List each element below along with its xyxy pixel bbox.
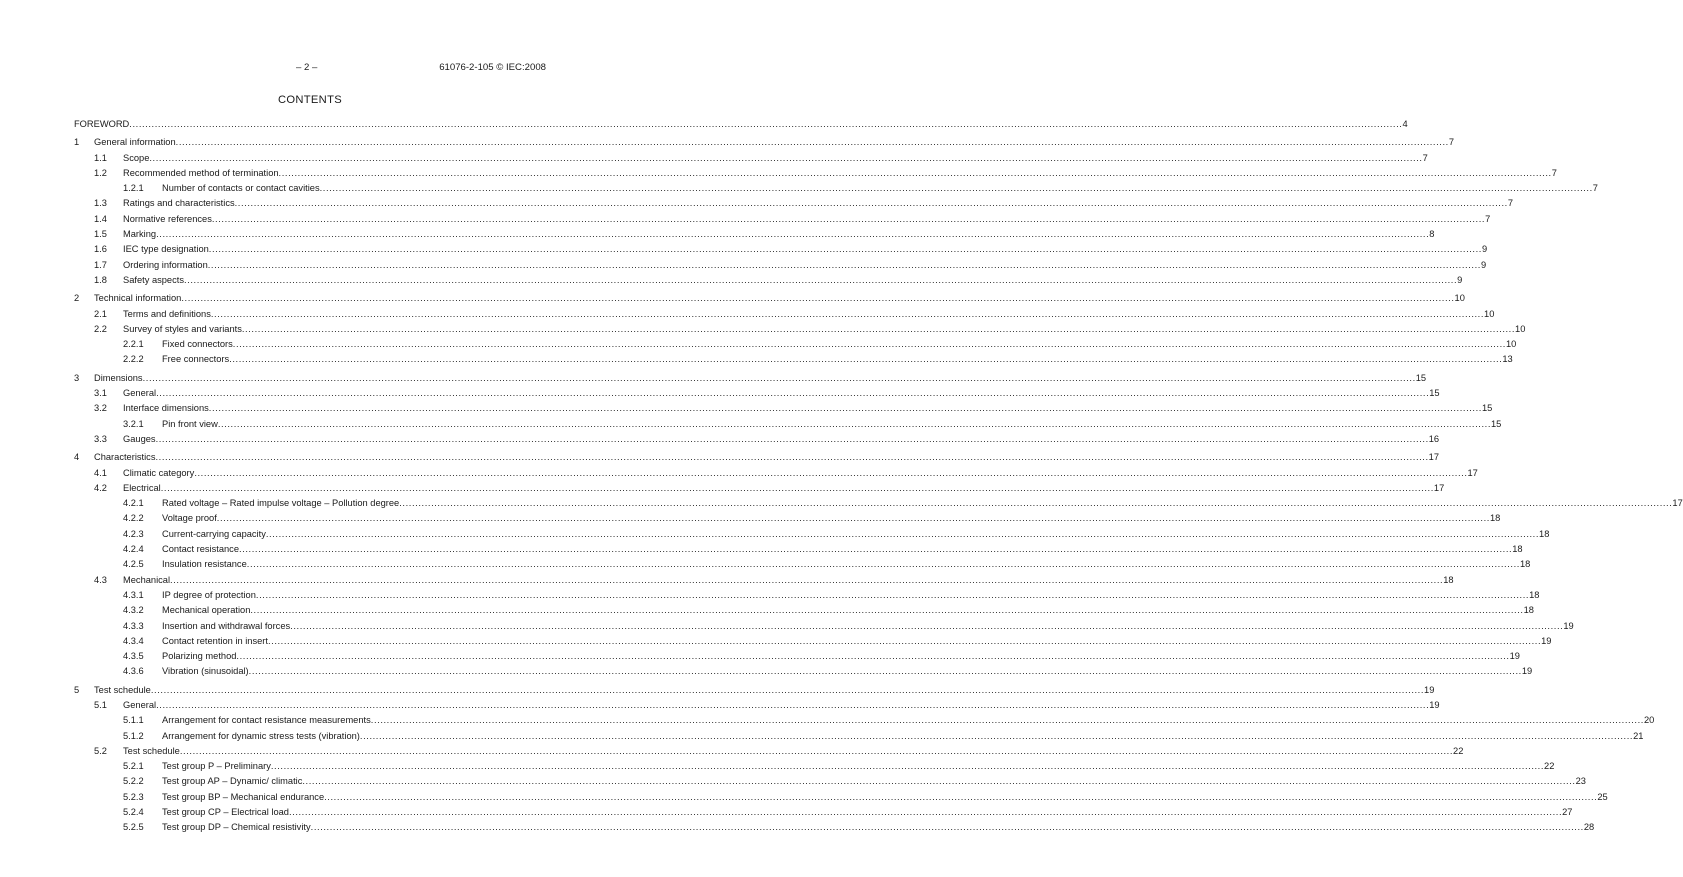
dot-leader: ................................................................................................................................................................................................................................................................................................................................................................................................................ <box>210 308 1485 319</box>
toc-entry[interactable] <box>74 744 1464 759</box>
toc-entry-number: 5.2.4 <box>123 807 144 818</box>
toc-entry-title: Number of contacts or contact cavities <box>162 183 320 194</box>
dot-leader: ................................................................................................................................................................................................................................................................................................................................................................................................................ <box>370 715 1644 726</box>
dot-leader: ................................................................................................................................................................................................................................................................................................................................................................................................................ <box>181 293 1455 304</box>
dot-leader: ................................................................................................................................................................................................................................................................................................................................................................................................................ <box>155 433 1429 444</box>
toc-entry[interactable] <box>74 417 1502 432</box>
dot-leader: ................................................................................................................................................................................................................................................................................................................................................................................................................ <box>179 745 1454 756</box>
toc-entry-number: 4.2.5 <box>123 559 144 570</box>
toc-entry-line <box>162 820 1595 834</box>
toc-entry-line <box>162 649 1520 663</box>
toc-entry-title: Test group AP – Dynamic/ climatic <box>162 776 303 787</box>
table-of-contents <box>74 117 1683 836</box>
toc-entry-page: 4 <box>1402 119 1408 129</box>
toc-entry-page: 19 <box>1429 699 1440 710</box>
dot-leader: ................................................................................................................................................................................................................................................................................................................................................................................................................ <box>239 544 1513 555</box>
toc-entry[interactable] <box>74 371 1427 386</box>
toc-entry-title: Contact retention in insert <box>162 635 268 646</box>
toc-entry-number: 5.2 <box>94 745 107 756</box>
toc-entry-line <box>123 466 1478 480</box>
dot-leader: ................................................................................................................................................................................................................................................................................................................................................................................................................ <box>211 213 1486 224</box>
toc-entry-title: Test schedule <box>94 684 151 695</box>
toc-entry-page: 15 <box>1481 403 1493 414</box>
toc-entry-page: 17 <box>1672 498 1683 509</box>
toc-entry-page: 22 <box>1544 761 1555 772</box>
toc-entry[interactable] <box>74 258 1487 273</box>
toc-entry[interactable] <box>74 352 1513 367</box>
toc-entry[interactable] <box>74 805 1573 820</box>
toc-entry-line <box>162 805 1573 819</box>
toc-entry-page: 16 <box>1428 433 1440 444</box>
toc-entry[interactable] <box>74 386 1440 401</box>
toc-entry-page: 19 <box>1563 620 1574 631</box>
toc-entry-page: 7 <box>1507 198 1513 209</box>
toc-entry-page: 15 <box>1415 372 1427 383</box>
toc-entry-title: Characteristics <box>94 452 156 463</box>
toc-entry-title: Arrangement for dynamic stress tests (vibration) <box>162 730 360 741</box>
toc-entry-title: Test group DP – Chemical resistivity <box>162 822 311 833</box>
toc-entry-line <box>162 603 1534 617</box>
toc-entry-title: Free connectors <box>162 354 230 365</box>
dot-leader: ................................................................................................................................................................................................................................................................................................................................................................................................................ <box>278 167 1552 178</box>
toc-entry-number: 1.3 <box>94 198 107 209</box>
toc-entry-page: 10 <box>1484 308 1495 319</box>
page-number: – 2 – <box>296 62 318 73</box>
toc-entry[interactable] <box>74 759 1555 774</box>
toc-entry-page: 9 <box>1457 274 1463 285</box>
dot-leader: ................................................................................................................................................................................................................................................................................................................................................................................................................ <box>265 528 1540 539</box>
dot-leader: ................................................................................................................................................................................................................................................................................................................................................................................................................ <box>160 482 1434 493</box>
toc-entry-page: 22 <box>1453 745 1464 756</box>
toc-entry-line <box>162 557 1531 571</box>
dot-leader: ................................................................................................................................................................................................................................................................................................................................................................................................................ <box>324 791 1598 802</box>
toc-entry[interactable] <box>74 683 1435 698</box>
toc-entry[interactable] <box>74 196 1513 211</box>
toc-entry-title: Contact resistance <box>162 544 239 555</box>
toc-entry-line <box>94 683 1435 697</box>
dot-leader: ................................................................................................................................................................................................................................................................................................................................................................................................................ <box>207 259 1481 270</box>
toc-entry-line <box>162 729 1644 743</box>
toc-entry[interactable] <box>74 820 1595 835</box>
toc-entry-title: Gauges <box>123 433 156 444</box>
toc-entry-line <box>123 401 1493 415</box>
toc-entry-title: Mechanical operation <box>162 605 251 616</box>
toc-entry-title: Arrangement for contact resistance measurements <box>162 715 371 726</box>
toc-entry-page: 10 <box>1454 293 1465 304</box>
toc-entry-number: 2.2.1 <box>123 339 144 350</box>
toc-entry-page: 20 <box>1643 715 1655 726</box>
toc-entry-number: 3.3 <box>94 433 107 444</box>
toc-entry-title: FOREWORD <box>74 119 130 129</box>
toc-entry-page: 8 <box>1429 229 1435 240</box>
toc-entry-line <box>123 212 1491 226</box>
toc-entry-page: 17 <box>1428 452 1440 463</box>
toc-entry[interactable] <box>74 432 1440 447</box>
toc-entry-page: 19 <box>1424 684 1435 695</box>
toc-entry-number: 3.2 <box>94 403 107 414</box>
toc-entry[interactable] <box>74 557 1531 572</box>
toc-entry-line <box>94 450 1440 464</box>
toc-entry-title: General <box>123 388 157 399</box>
toc-entry-number: 3.2.1 <box>123 418 144 429</box>
toc-entry-number: 4 <box>74 452 80 463</box>
toc-entry-number: 2.2.2 <box>123 354 144 365</box>
toc-entry-line <box>123 196 1513 210</box>
toc-entry[interactable] <box>74 511 1501 526</box>
toc-entry-page: 23 <box>1575 776 1586 787</box>
toc-entry-title: Climatic category <box>123 467 195 478</box>
toc-entry-page: 17 <box>1433 482 1445 493</box>
dot-leader: ................................................................................................................................................................................................................................................................................................................................................................................................................ <box>142 372 1416 383</box>
toc-entry-title: Ordering information <box>123 259 208 270</box>
toc-entry-line <box>162 588 1540 602</box>
toc-entry-line <box>162 496 1683 510</box>
toc-entry-line <box>162 664 1533 678</box>
dot-leader: ................................................................................................................................................................................................................................................................................................................................................................................................................ <box>208 403 1482 414</box>
toc-entry-page: 27 <box>1562 807 1573 818</box>
toc-entry[interactable] <box>74 588 1540 603</box>
toc-entry-line <box>123 698 1440 712</box>
toc-entry-page: 25 <box>1597 791 1608 802</box>
toc-entry-title: Test group P – Preliminary <box>162 761 271 772</box>
toc-entry[interactable] <box>74 166 1557 181</box>
toc-entry[interactable] <box>74 227 1435 242</box>
dot-leader: ................................................................................................................................................................................................................................................................................................................................................................................................................ <box>150 684 1425 695</box>
toc-entry[interactable] <box>74 212 1491 227</box>
dot-leader: ................................................................................................................................................................................................................................................................................................................................................................................................................ <box>399 498 1673 509</box>
toc-entry-title: Insulation resistance <box>162 559 247 570</box>
toc-entry-number: 4.3.4 <box>123 635 144 646</box>
dot-leader: ................................................................................................................................................................................................................................................................................................................................................................................................................ <box>232 339 1506 350</box>
toc-entry-page: 19 <box>1509 651 1520 662</box>
toc-entry-line <box>123 242 1488 256</box>
toc-entry[interactable] <box>74 337 1517 352</box>
toc-entry-page: 18 <box>1512 544 1523 555</box>
toc-entry-line <box>162 527 1550 541</box>
toc-entry-title: Test group CP – Electrical load <box>162 807 289 818</box>
toc-entry-number: 5.1.1 <box>123 715 144 726</box>
toc-entry-line <box>123 432 1440 446</box>
toc-entry-title: Interface dimensions <box>123 403 209 414</box>
toc-entry-page: 9 <box>1480 259 1487 270</box>
toc-entry-line <box>94 135 1455 149</box>
toc-entry-page: 18 <box>1523 605 1534 616</box>
dot-leader: ................................................................................................................................................................................................................................................................................................................................................................................................................ <box>246 559 1520 570</box>
toc-entry-page: 18 <box>1443 574 1454 585</box>
toc-entry-title: Terms and definitions <box>123 308 211 319</box>
toc-entry-page: 10 <box>1505 339 1517 350</box>
toc-entry-page: 7 <box>1551 167 1557 178</box>
toc-entry-number: 1.5 <box>94 229 107 240</box>
toc-entry-page: 17 <box>1467 467 1478 478</box>
toc-entry-page: 7 <box>1485 213 1491 224</box>
toc-entry-line <box>123 573 1454 587</box>
dot-leader: ................................................................................................................................................................................................................................................................................................................................................................................................................ <box>229 354 1503 365</box>
toc-entry-title: Survey of styles and variants <box>123 323 242 334</box>
toc-entry-page: 13 <box>1502 354 1513 365</box>
toc-entry[interactable] <box>74 322 1526 337</box>
toc-entry-number: 3.1 <box>94 388 107 399</box>
dot-leader: ................................................................................................................................................................................................................................................................................................................................................................................................................ <box>250 605 1524 616</box>
toc-entry-title: Test group BP – Mechanical endurance <box>162 791 325 802</box>
toc-entry[interactable] <box>74 307 1495 322</box>
toc-entry[interactable] <box>74 729 1644 744</box>
toc-entry-number: 4.2.4 <box>123 544 144 555</box>
toc-entry-number: 5.2.5 <box>123 822 144 833</box>
document-identifier: 61076-2-105 © IEC:2008 <box>439 62 546 73</box>
toc-entry-page: 18 <box>1519 559 1531 570</box>
toc-entry-title: Ratings and characteristics <box>123 198 235 209</box>
toc-entry-number: 5.2.3 <box>123 791 144 802</box>
toc-entry-number: 1.2.1 <box>123 183 144 194</box>
toc-entry-number: 3 <box>74 372 80 383</box>
toc-entry[interactable] <box>74 573 1454 588</box>
toc-entry-line <box>162 511 1501 525</box>
dot-leader: ................................................................................................................................................................................................................................................................................................................................................................................................................ <box>288 807 1563 818</box>
toc-entry-line <box>162 619 1574 633</box>
toc-entry[interactable] <box>74 401 1493 416</box>
dot-leader: ................................................................................................................................................................................................................................................................................................................................................................................................................ <box>310 822 1584 833</box>
toc-entry-page: 9 <box>1481 244 1488 255</box>
toc-entry-page: 7 <box>1448 137 1455 148</box>
toc-entry[interactable] <box>74 291 1465 306</box>
toc-entry-page: 7 <box>1592 183 1598 194</box>
dot-leader: ................................................................................................................................................................................................................................................................................................................................................................................................................ <box>302 776 1576 787</box>
dot-leader: ................................................................................................................................................................................................................................................................................................................................................................................................................ <box>194 467 1468 478</box>
toc-entry-number: 2.1 <box>94 308 107 319</box>
toc-entry-title: Marking <box>123 229 157 240</box>
toc-entry-line <box>162 352 1513 366</box>
toc-entry-page: 18 <box>1539 528 1550 539</box>
toc-entry-line <box>162 790 1608 804</box>
dot-leader: ................................................................................................................................................................................................................................................................................................................................................................................................................ <box>156 229 1430 240</box>
dot-leader: ................................................................................................................................................................................................................................................................................................................................................................................................................ <box>319 183 1593 194</box>
toc-entry-page: 19 <box>1521 666 1533 677</box>
toc-entry-number: 4.3.1 <box>123 589 144 600</box>
toc-entry[interactable] <box>74 135 1455 150</box>
toc-entry-line <box>123 744 1464 758</box>
toc-entry[interactable] <box>74 664 1533 679</box>
dot-leader: ................................................................................................................................................................................................................................................................................................................................................................................................................ <box>267 635 1542 646</box>
dot-leader: ................................................................................................................................................................................................................................................................................................................................................................................................................ <box>241 323 1516 334</box>
dot-leader: ................................................................................................................................................................................................................................................................................................................................................................................................................ <box>270 761 1545 772</box>
toc-entry[interactable] <box>74 151 1428 166</box>
toc-entry-title: Safety aspects <box>123 274 184 285</box>
toc-entry-title: IP degree of protection <box>162 589 256 600</box>
toc-entry[interactable] <box>74 774 1586 789</box>
toc-entry-page: 7 <box>1422 152 1428 163</box>
dot-leader: ................................................................................................................................................................................................................................................................................................................................................................................................................ <box>217 418 1491 429</box>
toc-entry-title: Dimensions <box>94 372 143 383</box>
dot-leader: ................................................................................................................................................................................................................................................................................................................................................................................................................ <box>234 198 1508 209</box>
dot-leader: ................................................................................................................................................................................................................................................................................................................................................................................................................ <box>248 666 1522 677</box>
toc-entry-line <box>162 774 1586 788</box>
toc-entry-line <box>94 371 1427 385</box>
toc-entry-line <box>123 386 1440 400</box>
toc-entry-title: Normative references <box>123 213 212 224</box>
toc-entry-number: 4.3.2 <box>123 605 144 616</box>
toc-entry-line <box>74 117 1408 131</box>
dot-leader: ................................................................................................................................................................................................................................................................................................................................................................................................................ <box>170 574 1444 585</box>
toc-entry-line <box>162 181 1598 195</box>
toc-entry-line <box>123 151 1428 165</box>
toc-entry-number: 5.2.1 <box>123 761 144 772</box>
toc-entry-page: 21 <box>1633 730 1644 741</box>
dot-leader: ................................................................................................................................................................................................................................................................................................................................................................................................................ <box>175 137 1449 148</box>
toc-entry-title: IEC type designation <box>123 244 209 255</box>
toc-entry-number: 4.3 <box>94 574 107 585</box>
toc-entry-number: 1 <box>74 137 80 148</box>
toc-entry-page: 10 <box>1515 323 1526 334</box>
toc-entry-number: 5 <box>74 684 80 695</box>
toc-entry-number: 4.2 <box>94 482 107 493</box>
toc-entry-title: Pin front view <box>162 418 218 429</box>
dot-leader: ................................................................................................................................................................................................................................................................................................................................................................................................................ <box>216 513 1490 524</box>
toc-entry-title: Mechanical <box>123 574 171 585</box>
toc-entry-title: Fixed connectors <box>162 339 233 350</box>
dot-leader: ................................................................................................................................................................................................................................................................................................................................................................................................................ <box>155 452 1429 463</box>
toc-entry-number: 1.4 <box>94 213 107 224</box>
dot-leader: ................................................................................................................................................................................................................................................................................................................................................................................................................ <box>129 119 1403 129</box>
toc-entry[interactable] <box>74 713 1655 728</box>
contents-title: CONTENTS <box>278 94 342 106</box>
toc-entry-line <box>162 542 1523 556</box>
toc-entry-number: 4.2.2 <box>123 513 144 524</box>
toc-entry-title: Recommended method of termination <box>123 167 279 178</box>
dot-leader: ................................................................................................................................................................................................................................................................................................................................................................................................................ <box>156 699 1430 710</box>
toc-entry-number: 1.2 <box>94 167 107 178</box>
toc-entry-line <box>123 258 1487 272</box>
toc-entry-line <box>162 634 1552 648</box>
dot-leader: ................................................................................................................................................................................................................................................................................................................................................................................................................ <box>255 589 1530 600</box>
toc-entry[interactable] <box>74 634 1552 649</box>
toc-entry-number: 5.1 <box>94 699 107 710</box>
toc-entry-title: General information <box>94 137 176 148</box>
toc-entry[interactable] <box>74 603 1534 618</box>
toc-entry-number: 4.3.3 <box>123 620 144 631</box>
toc-entry-line <box>123 481 1445 495</box>
toc-entry[interactable] <box>74 542 1523 557</box>
dot-leader: ................................................................................................................................................................................................................................................................................................................................................................................................................ <box>290 620 1564 631</box>
toc-entry-page: 18 <box>1529 589 1540 600</box>
dot-leader: ................................................................................................................................................................................................................................................................................................................................................................................................................ <box>149 152 1423 163</box>
dot-leader: ................................................................................................................................................................................................................................................................................................................................................................................................................ <box>236 651 1510 662</box>
toc-entry-line <box>123 307 1495 321</box>
toc-entry-line <box>123 166 1557 180</box>
toc-entry[interactable] <box>74 649 1520 664</box>
toc-entry-title: Electrical <box>123 482 161 493</box>
toc-entry[interactable] <box>74 619 1574 634</box>
toc-entry-title: General <box>123 699 157 710</box>
toc-entry[interactable] <box>74 790 1608 805</box>
toc-entry-number: 1.6 <box>94 244 107 255</box>
toc-entry-number: 5.2.2 <box>123 776 144 787</box>
toc-entry-title: Technical information <box>94 293 182 304</box>
toc-entry-line <box>94 291 1465 305</box>
toc-entry-line <box>162 759 1555 773</box>
toc-entry[interactable] <box>74 117 1408 132</box>
dot-leader: ................................................................................................................................................................................................................................................................................................................................................................................................................ <box>208 244 1482 255</box>
toc-entry-number: 4.2.1 <box>123 498 144 509</box>
toc-entry-number: 2 <box>74 293 80 304</box>
toc-entry-title: Rated voltage – Rated impulse voltage – Pollution degree <box>162 498 400 509</box>
toc-entry-title: Scope <box>123 152 150 163</box>
toc-entry[interactable] <box>74 181 1598 196</box>
toc-entry-page: 15 <box>1429 388 1440 399</box>
toc-entry-number: 1.7 <box>94 259 107 270</box>
toc-entry-title: Test schedule <box>123 745 180 756</box>
toc-entry-page: 19 <box>1541 635 1552 646</box>
toc-entry[interactable] <box>74 698 1440 713</box>
toc-entry-number: 1.8 <box>94 274 107 285</box>
toc-entry-number: 4.2.3 <box>123 528 144 539</box>
toc-entry[interactable] <box>74 496 1683 511</box>
toc-entry-page: 28 <box>1583 822 1595 833</box>
toc-entry-title: Current-carrying capacity <box>162 528 266 539</box>
toc-entry-line <box>123 227 1435 241</box>
toc-entry[interactable] <box>74 450 1440 465</box>
toc-entry-number: 1.1 <box>94 152 107 163</box>
dot-leader: ................................................................................................................................................................................................................................................................................................................................................................................................................ <box>359 730 1634 741</box>
toc-entry-title: Vibration (sinusoidal) <box>162 666 249 677</box>
toc-entry-line <box>162 337 1517 351</box>
toc-entry-page: 15 <box>1491 418 1502 429</box>
page-header <box>0 62 620 74</box>
toc-entry-title: Insertion and withdrawal forces <box>162 620 291 631</box>
toc-entry-number: 4.3.6 <box>123 666 144 677</box>
toc-entry-line <box>162 713 1655 727</box>
toc-entry-number: 4.3.5 <box>123 651 144 662</box>
toc-entry-line <box>162 417 1502 431</box>
toc-entry-number: 4.1 <box>94 467 107 478</box>
toc-entry-line <box>123 322 1526 336</box>
toc-entry-number: 2.2 <box>94 323 107 334</box>
toc-entry[interactable] <box>74 273 1463 288</box>
dot-leader: ................................................................................................................................................................................................................................................................................................................................................................................................................ <box>156 388 1430 399</box>
toc-entry[interactable] <box>74 527 1550 542</box>
toc-entry[interactable] <box>74 466 1478 481</box>
toc-entry-title: Voltage proof <box>162 513 217 524</box>
toc-entry[interactable] <box>74 242 1488 257</box>
toc-entry[interactable] <box>74 481 1445 496</box>
toc-entry-number: 5.1.2 <box>123 730 144 741</box>
toc-entry-line <box>123 273 1463 287</box>
toc-entry-page: 18 <box>1489 513 1501 524</box>
toc-entry-title: Polarizing method <box>162 651 237 662</box>
dot-leader: ................................................................................................................................................................................................................................................................................................................................................................................................................ <box>183 274 1458 285</box>
